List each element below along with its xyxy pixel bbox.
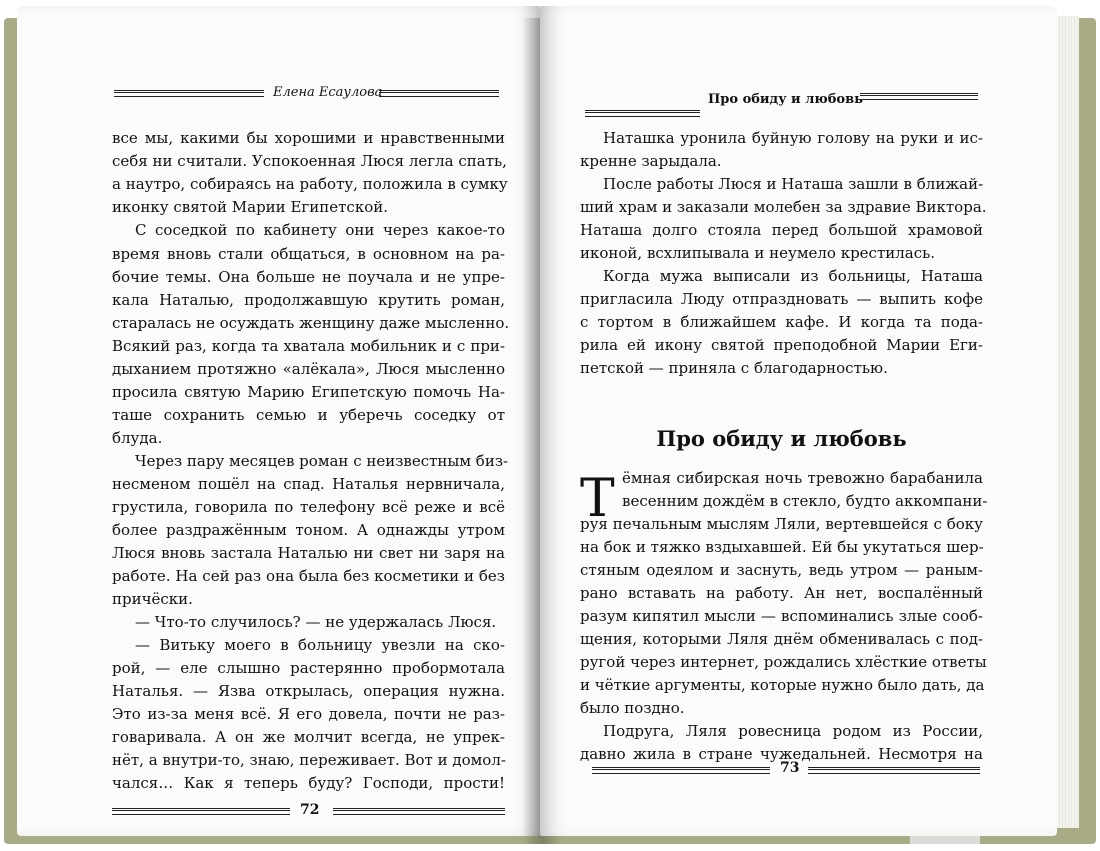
text-line: Через пару месяцев роман с неизвестным биз- (135, 452, 509, 470)
text-line: С соседкой по кабинету они через какое-то (135, 221, 505, 239)
text-line: петской — приняла с благодарностью. (580, 359, 888, 377)
left-footer-rule-right (333, 808, 505, 815)
text-line: бочие темы. Она больше не поучала и не упре- (112, 268, 505, 286)
left-running-head: Елена Есаулова (273, 85, 383, 100)
text-line: пригласила Люду отпраздновать — выпить кофе (580, 290, 983, 308)
text-line: ёмная сибирская ночь тревожно барабанила (622, 469, 983, 487)
text-line: ший храм и заказали молебен за здравие Виктора. (580, 198, 987, 216)
text-line: иконой, всхлипывала и неумело крестилась. (580, 244, 936, 262)
text-line: руя печальным мыслям Ляли, вертевшейся с боку (580, 515, 983, 533)
text-line: было поздно. (580, 699, 685, 717)
page-number: 73 (780, 760, 800, 776)
page-edges (1057, 16, 1079, 828)
left-header-rule-left (114, 90, 264, 97)
right-header-rule-left (585, 110, 700, 117)
text-line: работе. На сей раз она была без косметики и без (112, 567, 505, 585)
text-line: себя ни считали. Успокоенная Люся легла спать, (112, 152, 507, 170)
page-number: 72 (300, 802, 320, 818)
text-line: кала Наталью, продолжавшую крутить роман, (112, 291, 505, 309)
text-line: После работы Люся и Наташа зашли в ближай- (603, 175, 984, 193)
text-line: Всякий раз, когда та хватала мобильник и с при- (112, 337, 505, 355)
text-line: более раздражённым тоном. А однажды утром (112, 521, 505, 539)
right-footer-rule-right (808, 767, 980, 774)
text-line: дыханием протяжно «алёкала», Люся мысленно (112, 360, 505, 378)
chapter-title: Про обиду и любовь (656, 426, 907, 451)
text-line: рано вставать на работу. Ан нет, воспалённый (580, 584, 983, 602)
text-line: рой, — еле слышно растерянно пробормотала (112, 659, 505, 677)
text-line: — Витьку моего в больницу увезли на ско- (135, 636, 505, 654)
text-line: Когда мужа выписали из больницы, Наташа (603, 267, 983, 285)
text-line: кренне зарыдала. (580, 152, 722, 170)
text-line: нёт, а внутри-то, знаю, переживает. Вот и домол- (112, 751, 506, 769)
text-line: весенним дождём в стекло, будто аккомпани- (622, 492, 988, 510)
text-line: время вновь стали общаться, в основном на ра- (112, 245, 505, 263)
right-page (540, 6, 1057, 836)
text-line: причёски. (112, 590, 193, 608)
text-line: иконку святой Марии Египетской. (112, 198, 388, 216)
text-line: Наташа долго стояла перед большой храмовой (580, 221, 983, 239)
text-line: несменом пошёл на спад. Наталья нервничала, (112, 475, 505, 493)
left-header-rule-right (379, 90, 499, 97)
text-line: таше сохранить семью и уберечь соседку от (112, 406, 505, 424)
text-line: и чёткие аргументы, которые нужно было дать, да (580, 676, 985, 694)
left-footer-rule-left (112, 808, 290, 815)
text-line: Наташка уронила буйную голову на руки и ис- (603, 129, 983, 147)
text-line: стяным одеялом и заснуть, ведь утром — раным- (580, 561, 983, 579)
text-line: на бок и тяжко вздыхавшей. Ей бы укутаться шер- (580, 538, 984, 556)
right-running-head: Про обиду и любовь (708, 92, 863, 107)
text-line: старалась не осуждать женщину даже мысленно. (112, 314, 510, 332)
right-header-rule-right (860, 93, 978, 100)
text-line: все мы, какими бы хорошими и нравственными (112, 129, 505, 147)
text-line: давно жила в стране чужедальней. Несмотря на (580, 745, 983, 763)
text-line: а наутро, собираясь на работу, положила в сумку (112, 175, 508, 193)
text-line: Наталья. — Язва открылась, операция нужна. (112, 682, 505, 700)
left-page (17, 6, 540, 836)
right-footer-rule-left (592, 767, 770, 774)
text-line: блуда. (112, 429, 163, 447)
text-line: с тортом в ближайшем кафе. И когда та пода- (580, 313, 983, 331)
text-line: Это из-за меня всё. Я его довела, почти не раз- (112, 705, 505, 723)
text-line: рила ей икону святой преподобной Марии Еги- (580, 336, 983, 354)
text-line: Люся вновь застала Наталью ни свет ни заря на (112, 544, 505, 562)
text-line: ругой через интернет, рождались хлёсткие ответы (580, 653, 987, 671)
text-line: — Что-то случилось? — не удержалась Люся. (135, 613, 497, 631)
text-line: щения, которыми Ляля днём обменивалась с под- (580, 630, 983, 648)
drop-cap: Т (580, 469, 615, 529)
text-line: грустила, говорила по телефону всё реже и всё (112, 498, 505, 516)
text-line: разум кипятил мысли — вспоминались злые сооб- (580, 607, 983, 625)
text-line: говаривала. А он же молчит всегда, не упрек- (112, 728, 505, 746)
text-line: чался… Как я теперь буду? Господи, прости! (112, 774, 505, 792)
text-line: просила святую Марию Египетскую помочь На- (112, 383, 505, 401)
text-line: Подруга, Ляля ровесница родом из России, (603, 722, 983, 740)
